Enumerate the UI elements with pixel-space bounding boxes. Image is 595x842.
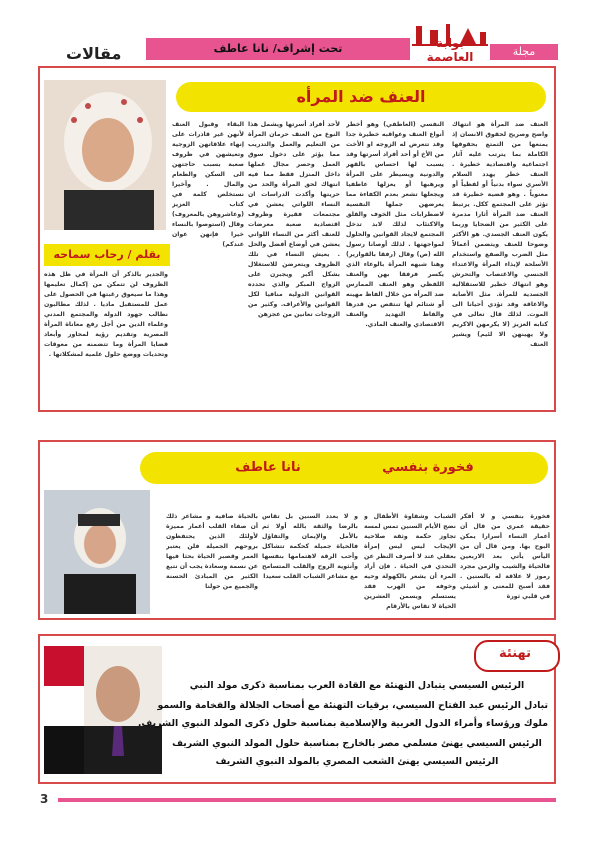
president-photo xyxy=(44,646,162,774)
article-column: فخورة بنفسي و لا أفكر حقيقة عمري من قال أن أعمار النساء أسرارا يمكن البوح بها. ومن قال أن من اليأس يأتي بعد الاربعين فالحياة والشيب والزمن مجرد رموز لا علاقة له بالسنين . فقد أصبح للمعنى و أشيئي في قلبي ثورة xyxy=(460,513,550,600)
congrats-line: ملوك ورؤساء وأمراء الدول العربية والإسلامية بمناسبة حلول ذكرى المولد النبوي الشريف. xyxy=(137,718,548,729)
page-number: 3 xyxy=(40,792,49,806)
article-author: نانا عاطف xyxy=(235,460,301,475)
article-column: البقاء وقبول العنف لأنهن غير قادرات على إنهاء علاقاتهن الزوجية وتعيشهن في ظروف صعبة بسبب حاجتهن الى السكن والطعام والمال . وأخيرا نستخلص كلمة في كتاب العزيز (وعاشروهن بالمعروف) وقال (استوصوا بالنساء خيرا فإنهن عوان عندكم) xyxy=(172,121,244,248)
article-column: والجدير بالذكر أن المرأة في ظل هذه الظروف لن تتمكن من إكمال تعليمها وهذا ما سيعوق رغبتها في الحصول على عمل للمستقبل ماديا . لذلك مطالبون نطالب جهود الدولة والمجتمع المدني وعلماء الدين من أجل رفع معاناة المرأة المصرية وتقديم رؤية لمحاور وأبعاد قضايا المرأة وما تتضمنه من معوقات وتحديات ووضع حلول علمية لمشكلاتها . xyxy=(44,271,168,358)
congrats-line: تبادل الرئيس عبد الفتاح السيسي، برقيات التهنئة مع أصحاب الجلالة والفخامة والسمو xyxy=(157,700,548,711)
section-title: مقالات xyxy=(66,44,122,63)
title-highlight xyxy=(140,452,548,484)
article-column: النفسي (العاطفي) وهو أخطر أنواع العنف وعواقبه خطيرة جدا وقد تتعرض له الزوجه او الأخت من الأخ أو أحد أفراد أسرتها وقد يسبب لها احساس بالقهر والدونية ويسيطر على المرأة ويرهبها أو يعزلها عاطفيا ويجعلها تشعر بعدم الكفاءة مما يعرضهن جملها النفسية لاضطرابات مثل الخوف والقلق والاكتئاب لذلك لابد تدخل المجتمع لايجاد القوانين والحلول لمواجهتها . لذلك أوصانا رسول الله (ص) وقال (رفقا بالقوارير) وهنا شبهه المرأة بالوعاء الذي يكسر فرفقا بهن والعنف اللفظي وهو العنف الممارس ضد المرأه من خلال الفاظ مهينه أو شتائم لها تنتقص من قدرها والفاظ التهديد والعنف الاقتصادي والعنف المادي. xyxy=(346,121,444,328)
article-column: العنف ضد المرأة هو انتهاك واضح وصريح لحقوق الانسان إذ يمنعها من التمتع بحقوقها الكاملة بما يترتب عليه آثار اجتماعية واقتصادية خطيرة . العنف خطر يهدد السلام الأسري سواء بدنياً أو لفظياً أو معنوياً . وهو قضية خطيرة قد تؤثر على المجتمع ككل. يرتبط العنف ضد المرأة أثارا مدمرة على الكثير من الضحايا وربما يكون العنف الجسدي. هو الأكثر وضوحا للعنف ويتضمن أعمالاً مثل الضرب والصفع واستخدام الأسلحة لإيذاء المرأة والاعتداء الجنسي والاغتصاب والتحرش وهو انتهاك خطير للاستقلالية الجسدية للمرأة. مثل الأصابة والاعاقة وقد تؤدي أحيانا الى الموت. لذلك قال تعالى في كتابه العزيز (لا يكرمهن الاكريم ولا يهينهن الا لئيم) ويشير العنف xyxy=(452,121,548,348)
congrats-headline: الرئيس السيسي يتبادل التهنئة مع القادة العرب بمناسبة ذكرى مولد النبي xyxy=(189,680,525,691)
article-byline: بقلم / رحاب سماحه xyxy=(53,248,161,261)
congrats-label: تهنئة xyxy=(499,646,531,661)
magazine-label: مجلة xyxy=(490,44,558,60)
congrats-line: الرئيس السيسي يهنئ الشعب المصري بالمولد النبوي الشريف xyxy=(215,756,499,767)
article-column: بالحياة صافية و مشاعر ذلك أن صفاء القلب أعمار مميزة لأولئك الذين يحتفظون بروحهم الجميلة فلن يعتبر العمر وقصبر الحياة بحثا فيها عن نسمة وسعادة يجب أن نتبع الكثير من المبادئ الحسنة والجميع من حولنا xyxy=(166,513,258,590)
article-column: الشباب وشقاوة الأطفال و نضج الأيام السنين تمس لمسة تجاوز حكمة وثقة صلاحية الإيجاب ليس ليس إمرأة بعقلي عند لا أصرف النظر عن التحدي في الحياة . فإن أراد المرء أن يشعر بالكهولة وحيه وخوفه من الهرب فقد يستسلم ويسمن العشرين الحياة لا تقاس بالأرقام xyxy=(364,513,456,610)
article-title: فخورة بنفسي xyxy=(382,460,474,475)
article-column: لأحد أفراد أسرتها ويشمل هذا النوع من العنف حرمان المرأة من التعليم والعمل والتدريب مما يؤثر على دخول سوق العمل وحصر مجال عملها داخل المنزل فقط مما فيه انتهاك لحق المرأة والحد من حريتها وأكدت الدراسات ان النساء اللواتي يعشن في مجتمعات فقيرة وظروف اقتصادية صعبة معرضات للعنف أكثر من النساء اللواتي يعشن في أوضاع أفضل والحل . يعيش النساء في تلك الظروف ويتعرضن للاستغلال بشكل أكبر ويجبرن على الزواج المبكر والذي تحدده القوانين الدولية منافيا لكل القوانين والأعراف. وكثير من الزوجات تعانين من عجزهن xyxy=(248,121,340,318)
author-photo xyxy=(44,80,166,230)
article-column: و لا بعدد السنين بل تقاس بالرضا والثقة بالله أولا ثم بالأمل والإيمان والتفاؤل فالحياة جميلة كحكمة تتشاكل وأحب الرقة لاهتمامها بنفسها وأنثوية الروح والقلب المتسامح مع مشاعر الشباب القلب سعيدا xyxy=(262,513,358,580)
logo-text: بوابة العاصمة xyxy=(426,36,474,64)
editor-credit: تحت إشراف/ نانا عاطف xyxy=(213,42,343,55)
article-title: العنف ضد المرأه xyxy=(296,87,426,106)
congrats-line: الرئيس السيسي يهنئ مسلمي مصر بالخارج بمناسبة حلول المولد النبوي الشريف xyxy=(172,738,542,749)
author-photo xyxy=(44,490,150,614)
footer-bar xyxy=(58,798,556,802)
